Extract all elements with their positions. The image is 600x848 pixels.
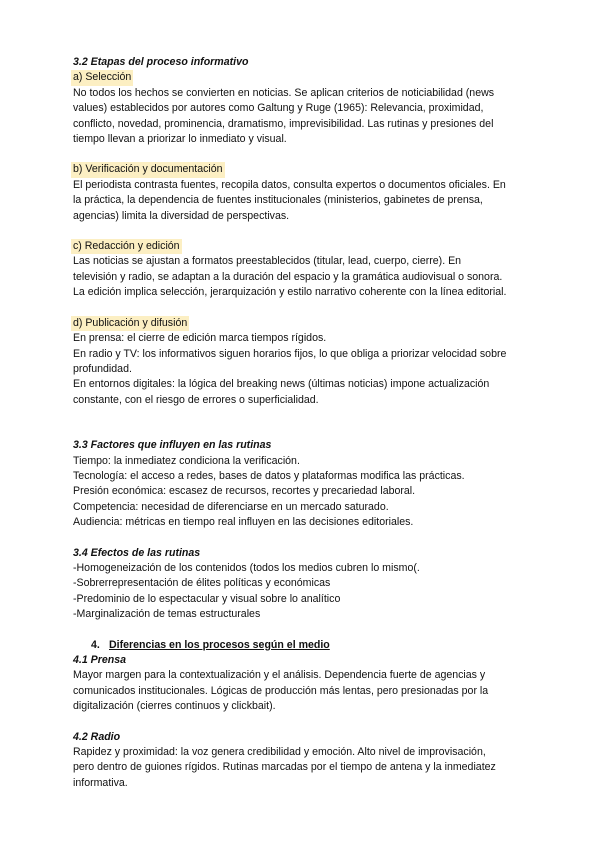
paragraph-line: La edición implica selección, jerarquización y estilo narrativo coherente con la línea editorial. (73, 286, 507, 299)
paragraph-line: comunicados institucionales. Lógicas de producción más lentas, pero presionadas por la (73, 684, 489, 697)
stage-a (73, 70, 533, 147)
paragraph-line: En radio y TV: los informativos siguen horarios fijos, lo que obliga a priorizar velocidad sobre (73, 347, 507, 360)
section-4-heading (91, 638, 533, 653)
paragraph-line: Las noticias se ajustan a formatos preestablecidos (titular, lead, cuerpo, cierre). En (73, 255, 462, 268)
section-4-title: Diferencias en los procesos según el medio (109, 638, 330, 651)
section-4-number: 4. (91, 638, 100, 651)
section-3-3-heading: 3.3 Factores que influyen en las rutinas (73, 439, 272, 452)
factor-line: Audiencia: métricas en tiempo real influyen en las decisiones editoriales. (73, 516, 414, 529)
paragraph-line: El periodista contrasta fuentes, recopila datos, consulta expertos o documentos oficiales. En (73, 178, 506, 191)
paragraph-line: conflicto, novedad, prominencia, dramatismo, imprevisibilidad. Las rutinas y presiones del (73, 117, 494, 130)
subsection-radio-heading: 4.2 Radio (73, 730, 121, 743)
paragraph-line: En prensa: el cierre de edición marca tiempos rígidos. (73, 332, 327, 345)
paragraph-line: En entornos digitales: la lógica del breaking news (últimas noticias) impone actualización (73, 378, 490, 391)
paragraph-line: la práctica, la dependencia de fuentes institucionales (ministerios, gabinetes de prensa, (73, 194, 483, 207)
section-3-2-heading: 3.2 Etapas del proceso informativo (73, 56, 249, 68)
paragraph-line: Rapidez y proximidad: la voz genera credibilidad y emoción. Alto nivel de improvisación, (73, 746, 486, 759)
document-page (73, 55, 533, 791)
effect-line: -Marginalización de temas estructurales (73, 608, 261, 621)
paragraph-line: agencias) limita la diversidad de perspectivas. (73, 209, 290, 222)
stage-d (73, 316, 533, 408)
paragraph-line: values) establecidos por autores como Galtung y Ruge (1965): Relevancia, proximidad, (73, 102, 484, 115)
subsection-prensa-heading: 4.1 Prensa (73, 654, 127, 666)
paragraph-line: constante, con el riesgo de errores o superficialidad. (73, 393, 319, 406)
effect-line: -Sobrerrepresentación de élites políticas y económicas (73, 577, 331, 590)
paragraph-line: informativa. (73, 776, 128, 789)
factor-line: Tiempo: la inmediatez condiciona la verificación. (73, 454, 300, 467)
effect-line: -Homogeneización de los contenidos (todos los medios cubren lo mismo(. (73, 561, 420, 574)
paragraph-line: profundidad. (73, 362, 132, 375)
effect-line: -Predominio de lo espectacular y visual sobre lo analítico (73, 592, 341, 605)
paragraph-line: Mayor margen para la contextualización y el análisis. Dependencia fuerte de agencias y (73, 669, 486, 682)
factor-line: Competencia: necesidad de diferenciarse en un mercado saturado. (73, 500, 389, 513)
section-3-4-heading: 3.4 Efectos de las rutinas (73, 546, 201, 559)
stage-d-label: d) Publicación y difusión (71, 316, 189, 331)
paragraph-line: televisión y radio, se adaptan a la duración del espacio y la gramática audiovisual o sonora. (73, 270, 503, 283)
stage-c-label: c) Redacción y edición (71, 239, 182, 254)
stage-b-label: b) Verificación y documentación (71, 162, 225, 177)
paragraph-line: No todos los hechos se convierten en noticias. Se aplican criterios de noticiabilidad (news (73, 86, 495, 99)
paragraph-line: digitalización (cierres continuos y clickbait). (73, 700, 276, 713)
stage-b (73, 162, 533, 224)
paragraph-line: pero dentro de guiones rígidos. Rutinas marcadas por el tiempo de antena y la inmediatez (73, 761, 496, 774)
factor-line: Tecnología: el acceso a redes, bases de datos y plataformas modifica las prácticas. (73, 469, 465, 482)
stage-a-label: a) Selección (71, 70, 133, 85)
paragraph-line: tiempo llevan a priorizar lo inmediato y visual. (73, 133, 287, 146)
stage-c (73, 239, 533, 301)
factor-line: Presión económica: escasez de recursos, recortes y precariedad laboral. (73, 485, 416, 498)
